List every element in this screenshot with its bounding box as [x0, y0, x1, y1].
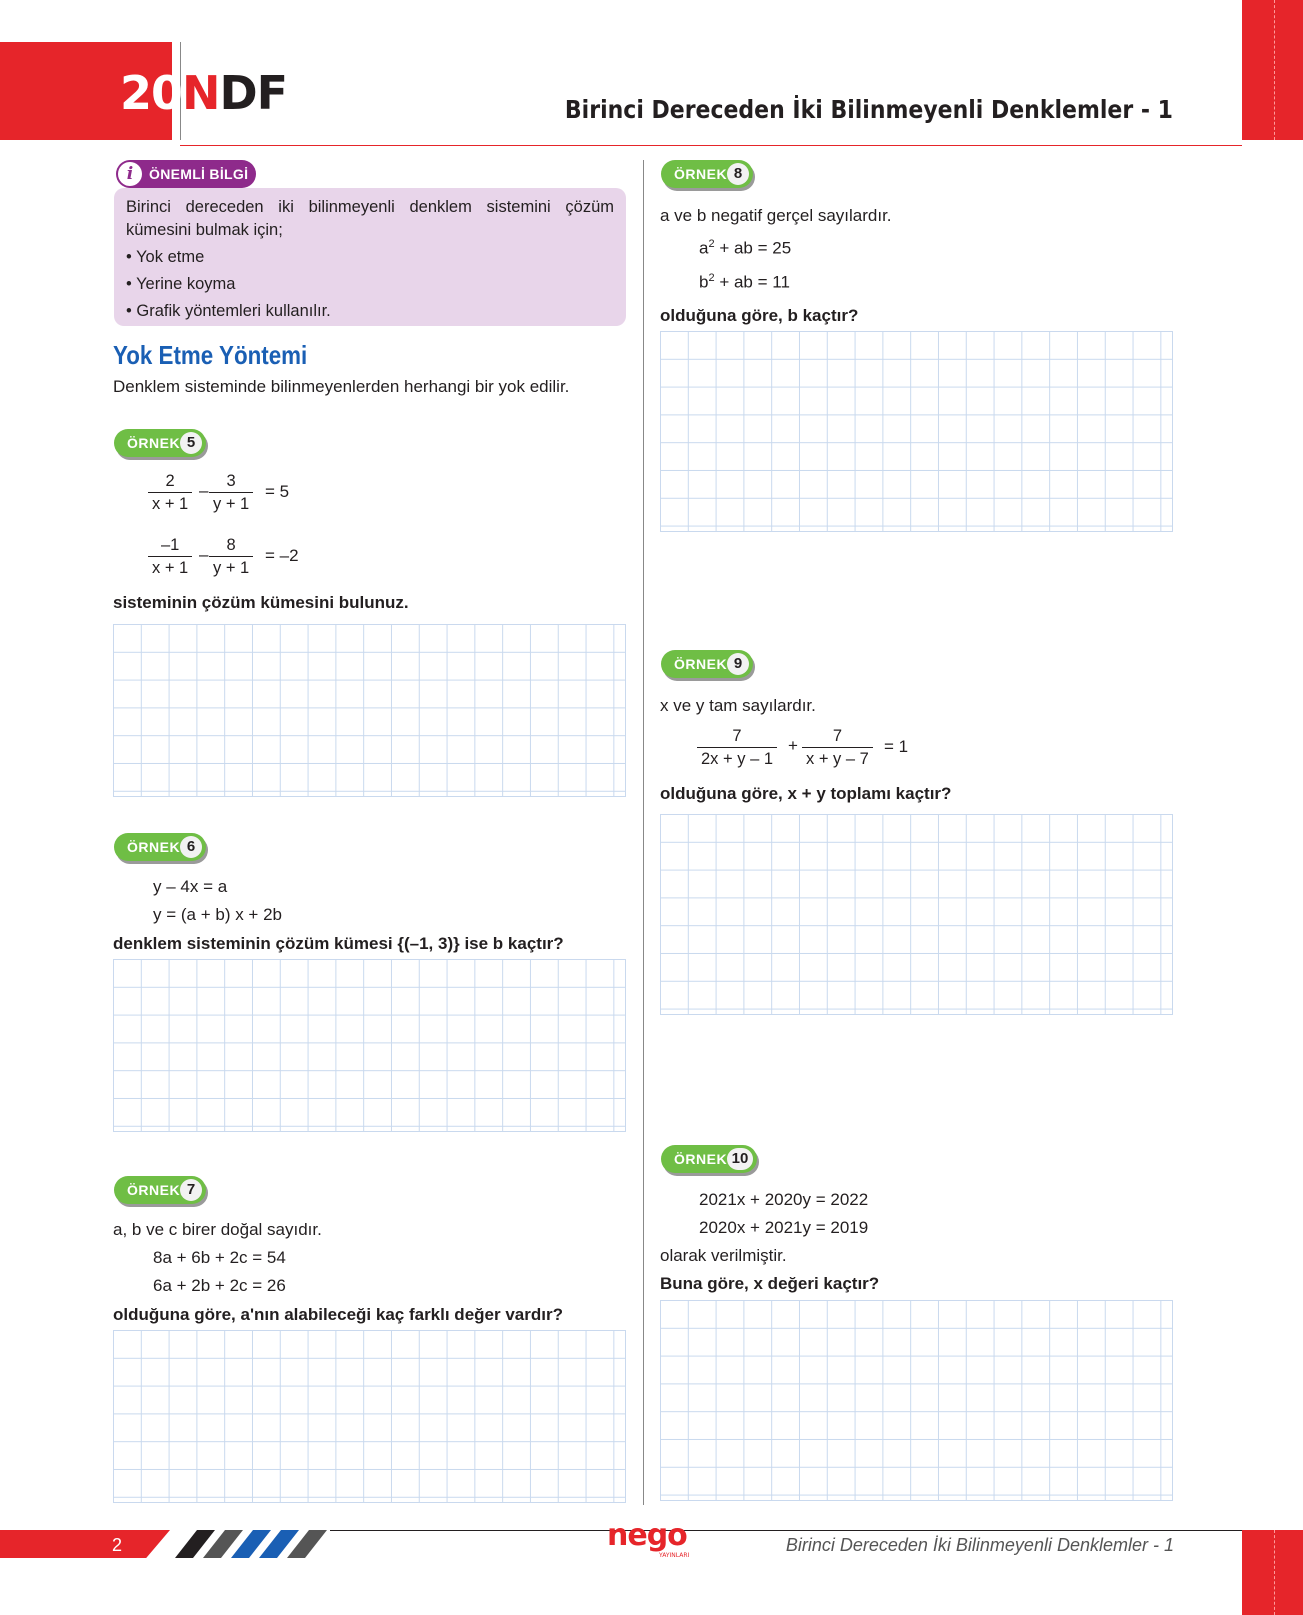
example-intro: a ve b negatif gerçel sayılardır. [660, 206, 892, 225]
info-item: • Yok etme [126, 248, 205, 266]
numerator: 2 [148, 471, 192, 493]
example-note: olarak verilmiştir. [660, 1246, 787, 1265]
solution-grid [660, 1300, 1173, 1501]
important-info-box [114, 188, 626, 326]
example-badge-6 [114, 833, 206, 861]
fraction [148, 471, 192, 515]
footer-red-edge [1242, 1530, 1303, 1615]
page-number: 20 [120, 66, 183, 120]
example-number: 7 [180, 1179, 202, 1201]
info-badge-label: ÖNEMLİ BİLGİ [149, 166, 249, 182]
brand-letters: DF [219, 66, 288, 120]
denominator: x + y – 7 [806, 750, 869, 768]
solution-grid [113, 624, 626, 797]
denominator: x + 1 [152, 559, 189, 577]
footer-title: Birinci Dereceden İki Bilinmeyenli Denklemler - 1 [785, 1535, 1174, 1555]
example-number: 5 [180, 432, 202, 454]
info-item: • Yerine koyma [126, 275, 236, 293]
numerator: 8 [209, 535, 253, 557]
solution-grid [660, 814, 1173, 1015]
brand-logo [182, 66, 287, 120]
info-item: • Grafik yöntemleri kullanılır. [126, 302, 331, 320]
denominator: x + 1 [152, 495, 189, 513]
equation-line [699, 272, 790, 293]
info-paragraph: Birinci dereceden iki bilinmeyenli denklem sistemini çözüm kümesini bulmak için; [126, 198, 614, 239]
fraction [209, 471, 253, 515]
logo-text: nego [607, 1518, 687, 1553]
example-number: 6 [180, 836, 202, 858]
example-question: olduğuna göre, x + y toplamı kaçtır? [660, 784, 952, 803]
equation-line [699, 238, 791, 259]
example-number: 9 [727, 653, 749, 675]
example-label: ÖRNEK [674, 656, 728, 672]
operator: + [788, 736, 798, 755]
example-label: ÖRNEK [674, 166, 728, 182]
numerator: –1 [148, 535, 192, 557]
header-red-edge [1242, 0, 1303, 140]
example-label: ÖRNEK [127, 839, 181, 855]
solution-grid [660, 331, 1173, 532]
equation-line: 2020x + 2021y = 2019 [699, 1218, 869, 1237]
numerator: 3 [209, 471, 253, 493]
equation-line: y – 4x = a [153, 877, 228, 896]
example-intro: a, b ve c birer doğal sayıdır. [113, 1220, 322, 1239]
example-badge-7 [114, 1176, 206, 1204]
rest: + ab = 11 [714, 272, 790, 292]
example-badge-9 [661, 650, 753, 678]
example-badge-5 [114, 429, 206, 457]
info-icon: i [118, 162, 142, 186]
footer-line [330, 1530, 1242, 1531]
example-intro: x ve y tam sayılardır. [660, 696, 816, 715]
example-label: ÖRNEK [127, 435, 181, 451]
header-underline [180, 145, 1242, 146]
example-question: olduğuna göre, b kaçtır? [660, 306, 859, 325]
exponent: 2 [708, 238, 715, 250]
example-question: sisteminin çözüm kümesini bulunuz. [113, 593, 409, 612]
operator: – [199, 481, 209, 500]
base: b [699, 272, 709, 292]
publisher-logo [607, 1518, 690, 1559]
exponent: 2 [708, 272, 715, 284]
brand-letter-n: N [182, 66, 220, 120]
fraction [697, 726, 777, 770]
denominator: y + 1 [213, 495, 250, 513]
base: a [699, 238, 709, 258]
equation-rhs: = 5 [265, 482, 290, 501]
page-title: Birinci Dereceden İki Bilinmeyenli Denklemler - 1 [564, 95, 1173, 124]
equation-line: y = (a + b) x + 2b [153, 905, 282, 924]
numerator: 7 [697, 726, 777, 748]
edge-dashed-line [1274, 1530, 1275, 1615]
solution-grid [113, 959, 626, 1132]
example-question: denklem sisteminin çözüm kümesi {(–1, 3)} ise b kaçtır? [113, 934, 564, 953]
section-description: Denklem sisteminde bilinmeyenlerden herhangi bir yok edilir. [113, 377, 570, 396]
equation-line: 8a + 6b + 2c = 54 [153, 1248, 286, 1267]
edge-dashed-line [1274, 0, 1275, 140]
footer-red-tab [0, 1530, 170, 1558]
example-number: 8 [727, 163, 749, 185]
solution-grid [113, 1330, 626, 1503]
rest: + ab = 25 [714, 238, 792, 258]
logo-subtext: YAYINLARI [659, 1552, 690, 1559]
equation-line: 2021x + 2020y = 2022 [699, 1190, 869, 1209]
section-title: Yok Etme Yöntemi [113, 340, 308, 370]
fraction [209, 535, 253, 579]
important-info-badge [116, 160, 256, 188]
example-question: Buna göre, x değeri kaçtır? [660, 1274, 880, 1293]
footer-page-number: 2 [112, 1535, 123, 1555]
numerator: 7 [802, 726, 873, 748]
example-badge-8 [661, 160, 753, 188]
example-label: ÖRNEK [674, 1151, 728, 1167]
equation-rhs: = 1 [884, 737, 909, 756]
example-number: 10 [727, 1148, 753, 1170]
example-label: ÖRNEK [127, 1182, 181, 1198]
operator: – [199, 545, 209, 564]
denominator: y + 1 [213, 559, 250, 577]
example-question: olduğuna göre, a'nın alabileceği kaç farklı değer vardır? [113, 1305, 563, 1324]
denominator: 2x + y – 1 [701, 750, 774, 768]
fraction [148, 535, 192, 579]
fraction [802, 726, 873, 770]
example-badge-10 [661, 1145, 757, 1173]
equation-line: 6a + 2b + 2c = 26 [153, 1276, 286, 1295]
column-divider [643, 160, 644, 1505]
equation-rhs: = –2 [265, 546, 299, 565]
